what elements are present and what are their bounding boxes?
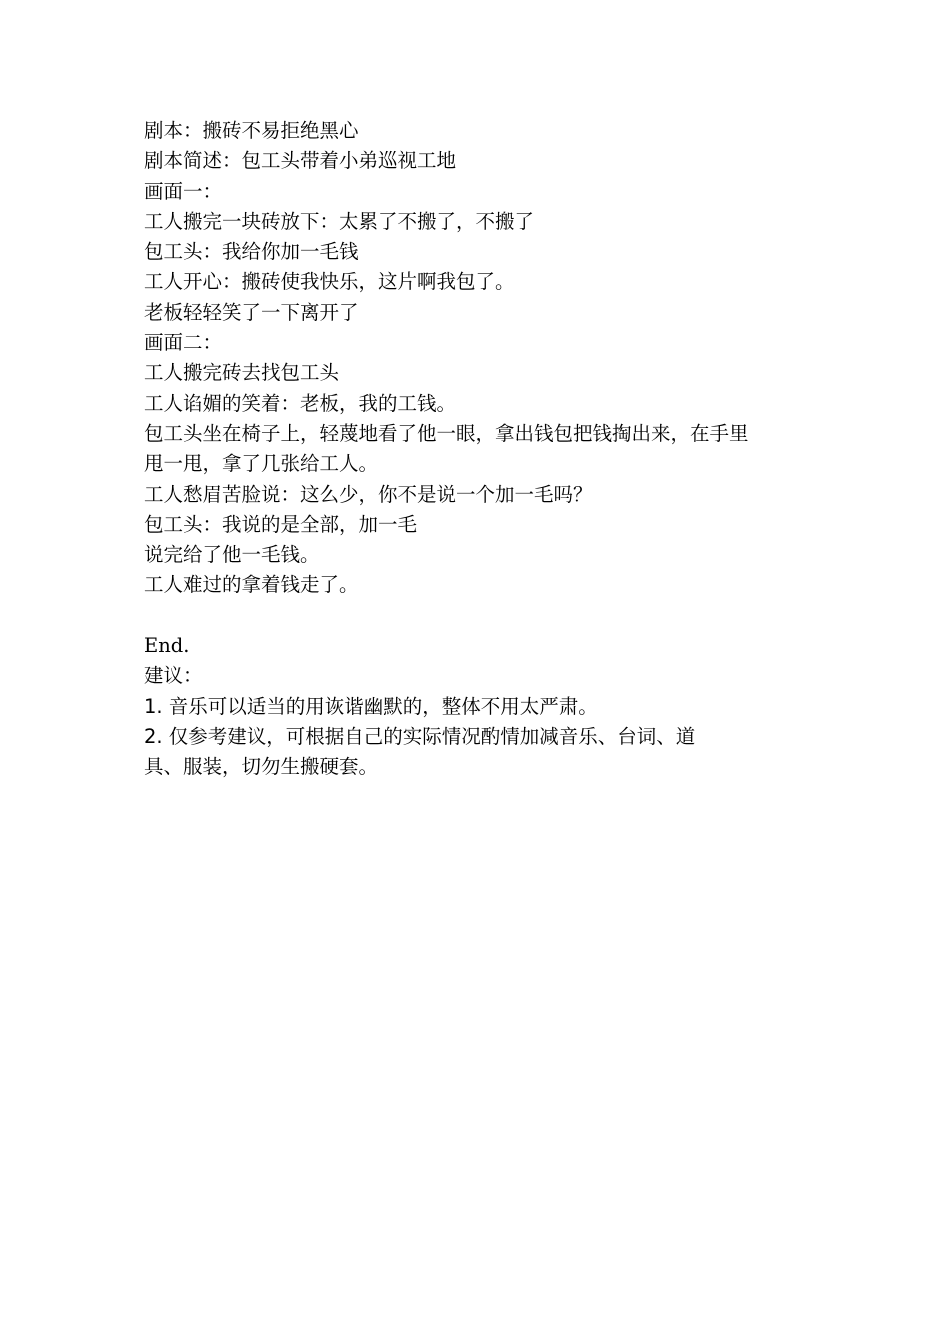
suggestions-heading: 建议：	[144, 664, 203, 688]
script-title: 剧本：搬砖不易拒绝黑心	[144, 119, 359, 142]
blank-line	[144, 601, 804, 631]
text-line: 说完给了他一毛钱。	[144, 543, 320, 567]
suggestion-item: 1. 音乐可以适当的用诙谐幽默的，整体不用太严肃。	[144, 694, 598, 718]
text-line: 工人愁眉苦脸说：这么少，你不是说一个加一毛吗？	[144, 482, 593, 506]
scene-two-heading: 画面二：	[144, 331, 223, 355]
document-body	[144, 116, 804, 783]
text-line: 工人搬完一块砖放下：太累了不搬了，不搬了	[144, 209, 535, 233]
text-line: 工人搬完砖去找包工头	[144, 361, 340, 385]
text-line: 工人难过的拿着钱走了。	[144, 573, 359, 597]
suggestion-item: 2. 仅参考建议，可根据自己的实际情况酌情加减音乐、台词、道	[144, 724, 696, 748]
text-line: 工人谄媚的笑着：老板，我的工钱。	[144, 391, 457, 415]
script-summary: 剧本简述：包工头带着小弟巡视工地	[144, 149, 457, 173]
text-line: 包工头：我给你加一毛钱	[144, 240, 359, 264]
end-marker: End.	[144, 634, 190, 658]
scene-one-heading: 画面一：	[144, 179, 223, 203]
text-line: 包工头坐在椅子上，轻蔑地看了他一眼，拿出钱包把钱掏出来，在手里	[144, 421, 749, 445]
text-line: 老板轻轻笑了一下离开了	[144, 300, 359, 324]
text-line: 工人开心：搬砖使我快乐，这片啊我包了。	[144, 270, 515, 294]
text-line: 甩一甩，拿了几张给工人。	[144, 452, 379, 476]
suggestion-item-continued: 具、服装，切勿生搬硬套。	[144, 755, 379, 779]
text-line: 包工头：我说的是全部，加一毛	[144, 512, 418, 536]
